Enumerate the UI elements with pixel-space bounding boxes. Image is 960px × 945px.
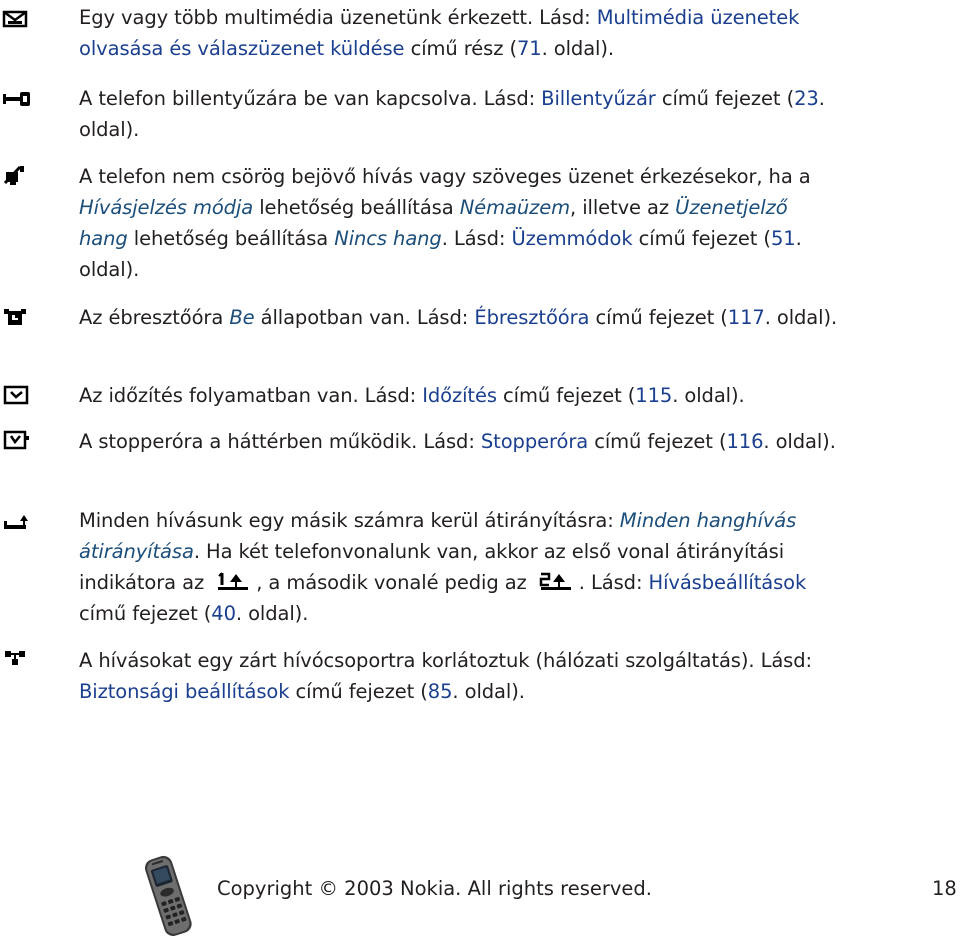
text-run: című fejezet ( [632,227,771,250]
text-run: című fejezet ( [289,680,428,703]
text-run: című fejezet ( [655,87,795,110]
call-divert-icon [2,511,32,533]
entry-text [79,83,839,145]
entry-text [79,505,839,629]
stopwatch-icon [2,429,32,451]
text-run: lehetőség beállítása [253,196,460,219]
link-multimedia-messages[interactable]: Multimédia üzenetek olvasása és válaszüzenet küldése [79,6,800,60]
text-run: A stopperóra a háttérben működik. Lásd: [79,430,481,453]
setting-term: Némaüzem [459,196,571,219]
setting-term: Hívásjelzés módja [79,196,254,219]
setting-term: Üzenetjelző hang [79,196,788,250]
text-run: . oldal). [764,306,838,329]
page-number: 18 [932,877,957,900]
text-run: című fejezet ( [496,384,636,407]
link-keypad-lock[interactable]: Billentyűzár [541,87,656,110]
page-ref[interactable]: 71 [516,37,542,60]
link-profiles[interactable]: Üzemmódok [511,227,633,250]
text-run: . Lásd: [441,227,512,250]
page-ref[interactable]: 117 [727,306,765,329]
text-run: című fejezet ( [588,430,727,453]
link-timer[interactable]: Időzítés [422,384,497,407]
page-ref[interactable]: 116 [726,430,764,453]
page-ref[interactable]: 40 [211,602,236,625]
setting-term: Nincs hang [334,227,442,250]
text-run: című fejezet ( [589,306,728,329]
text-run: , a második vonalé pedig az [256,571,533,594]
entry-text [79,2,839,64]
copyright-notice: Copyright © 2003 Nokia. All rights reserved. [217,877,652,900]
text-run: Az időzítés folyamatban van. Lásd: [79,384,423,407]
page-ref[interactable]: 115 [635,384,673,407]
page-ref[interactable]: 23 [794,87,819,110]
alarm-clock-icon [2,307,32,329]
text-run: , illetve az [570,196,676,219]
entry-text [79,426,839,457]
silent-mode-icon [2,164,32,186]
text-run: lehetőség beállítása [127,227,335,250]
divert-line-2-icon [539,570,573,592]
link-call-settings[interactable]: Hívásbeállítások [648,571,807,594]
text-run: című rész ( [404,37,517,60]
entry-text [79,302,839,333]
entry-text [79,161,839,285]
text-run: című fejezet ( [79,602,212,625]
text-run: . oldal). [452,680,525,703]
entry-text [79,380,839,411]
page-ref[interactable]: 85 [427,680,453,703]
page-ref[interactable]: 51 [770,227,796,250]
link-stopwatch[interactable]: Stopperóra [480,430,589,453]
setting-term: Be [229,306,255,329]
text-run: állapotban van. Lásd: [254,306,475,329]
text-run: . oldal). [541,37,614,60]
text-run: . oldal). [79,87,825,141]
closed-user-group-icon [2,649,32,671]
text-run: . oldal). [235,602,309,625]
text-run: . Lásd: [578,571,649,594]
entry-text [79,645,839,707]
countdown-timer-icon [2,384,32,406]
text-run: A hívásokat egy zárt hívócsoportra korlátoztuk (hálózati szolgáltatás). Lásd: [79,649,812,672]
text-run: . Ha két telefonvonalunk van, akkor az első vonal átirányítási indikátora az [79,540,785,594]
text-run: Az ébresztőóra [79,306,230,329]
setting-term: Minden hanghívás átirányítása [79,509,797,563]
text-run: . oldal). [672,384,745,407]
keypad-lock-icon [2,88,32,110]
link-security-settings[interactable]: Biztonsági beállítások [79,680,290,703]
text-run: A telefon billentyűzára be van kapcsolva. Lásd: [79,87,542,110]
text-run: Egy vagy több multimédia üzenetünk érkezett. Lásd: [79,6,597,29]
link-alarm-clock[interactable]: Ébresztőóra [474,306,590,329]
multimedia-message-icon [2,8,32,30]
text-run: . oldal). [79,227,802,281]
divert-line-1-icon [216,570,250,592]
text-run: Minden hívásunk egy másik számra kerül átirányításra: [79,509,620,532]
text-run: A telefon nem csörög bejövő hívás vagy szöveges üzenet érkezésekor, ha a [79,165,811,188]
nokia-phone-icon [138,852,198,938]
page-footer [0,848,960,938]
text-run: . oldal). [763,430,836,453]
